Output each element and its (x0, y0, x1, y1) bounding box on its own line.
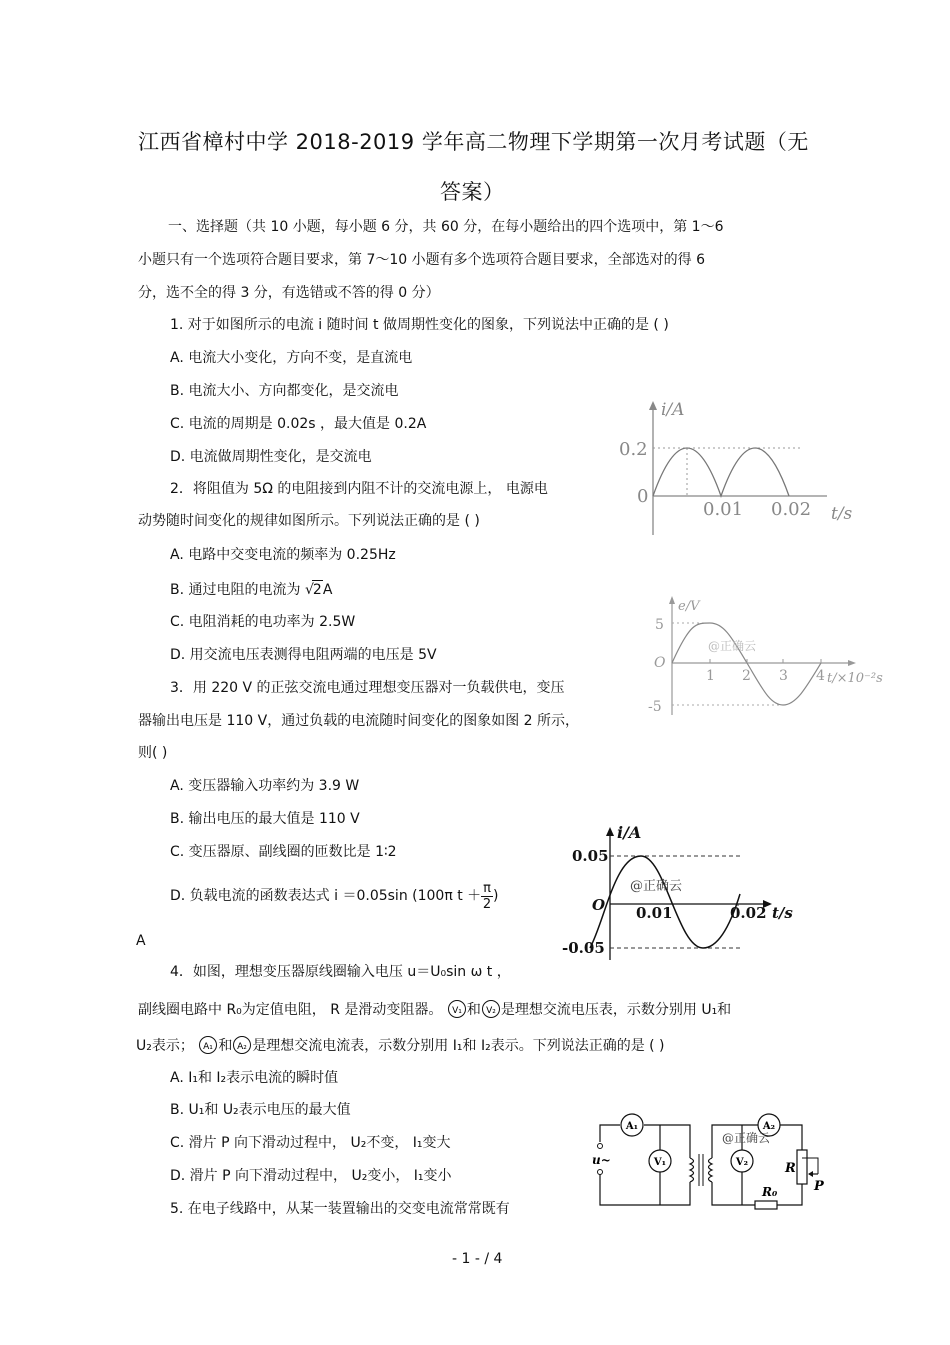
rheostat-icon (797, 1150, 807, 1184)
x-tick-label-2: 0.02 (771, 499, 812, 520)
q4-stem-line3-c: 是理想交流电流表，示数分别用 I₁和 I₂表示。下列说法正确的是 ( ) (252, 1038, 665, 1054)
voltmeter-v2-label: V₂ (735, 1157, 749, 1168)
x-tick-label-1: 0.01 (636, 904, 673, 922)
q4-option-c: C. 滑片 P 向下滑动过程中， U₂不变， I₁变大 (170, 1135, 451, 1151)
q3-option-a: A. 变压器输入功率约为 3.9 W (170, 778, 360, 794)
watermark: @正确云 (630, 879, 683, 894)
emf-sine-curve (672, 623, 821, 705)
figure-emf-sine (640, 590, 895, 720)
q4-stem-line3-b: 和 (218, 1038, 233, 1054)
q3-option-c: C. 变压器原、副线圈的匝数比是 1∶2 (170, 844, 397, 860)
ammeter-a2-label: A₂ (237, 1042, 248, 1052)
q4-stem-line2-b: 和 (466, 1002, 481, 1018)
q4-stem-line2 (138, 999, 731, 1019)
q2-option-b-unit: A (322, 582, 333, 598)
y-min-label: -5 (648, 699, 662, 715)
figure-transformer-circuit (590, 1110, 835, 1215)
q5-stem: 5. 在电子线路中，从某一装置输出的交变电流常常既有 (170, 1201, 510, 1217)
x-tick-label-3: 3 (779, 668, 788, 684)
q4-stem-line2-a: 副线圈电路中 R₀为定值电阻， R 是滑动变阻器。 (138, 1002, 443, 1018)
q3-option-b: B. 输出电压的最大值是 110 V (170, 811, 360, 827)
page-number: - 1 - / 4 (452, 1251, 503, 1267)
wire (600, 1174, 690, 1205)
section-instructions-line2: 小题只有一个选项符合题目要求，第 7～10 小题有多个选项符合题目要求，全部选对的得 6 (138, 252, 705, 268)
ammeter-a1-label: A₁ (625, 1121, 639, 1132)
y-max-label: 5 (655, 617, 664, 633)
fraction-denominator: 2 (482, 896, 492, 912)
resistor-r0-icon (755, 1201, 777, 1209)
x-tick-label-1: 0.01 (703, 499, 744, 520)
fraction (481, 881, 493, 912)
q1-option-c: C. 电流的周期是 0.02s ，最大值是 0.2A (170, 416, 427, 432)
q2-option-b (170, 580, 332, 599)
wire (777, 1184, 802, 1205)
resistor-r0-label: R₀ (762, 1185, 778, 1199)
primary-coil-icon (690, 1158, 694, 1182)
wire (712, 1182, 755, 1205)
q3-option-d-text: D. 负载电流的函数表达式 i ＝0.05sin (100π t ＋ (170, 888, 482, 904)
q2-option-d: D. 用交流电压表测得电阻两端的电压是 5V (170, 647, 437, 663)
q3-stem-line2: 器输出电压是 110 V，通过负载的电流随时间变化的图象如图 2 所示， (138, 713, 580, 729)
origin-label: O (654, 655, 666, 671)
x-tick-label-1: 1 (706, 668, 715, 684)
q2-option-b-text: B. 通过电阻的电流为 (170, 582, 305, 598)
y-max-label: 0.05 (572, 847, 609, 865)
page-title-continued: 答案） (440, 180, 505, 204)
secondary-coil-icon (709, 1158, 713, 1182)
ammeter-a2-icon (232, 1035, 252, 1055)
y-axis-arrow (606, 827, 614, 836)
y-axis-label: e/V (678, 599, 700, 614)
q4-option-a: A. I₁和 I₂表示电流的瞬时值 (170, 1070, 339, 1086)
q2-option-b-radicand: 2 (312, 582, 322, 598)
q4-stem-line3-a: U₂表示； (136, 1038, 194, 1054)
q4-stem-line1: 4．如图，理想变压器原线圈输入电压 u＝U₀sin ω t ， (170, 964, 511, 980)
q1-option-b: B. 电流大小、方向都变化，是交流电 (170, 383, 399, 399)
origin-label: 0 (637, 486, 649, 507)
x-tick-label-4: 4 (816, 668, 825, 684)
slider-arrow-icon (808, 1171, 813, 1177)
page-title: 江西省樟村中学 2018-2019 学年高二物理下学期第一次月考试题（无 (138, 130, 809, 154)
rectified-curve (653, 448, 789, 496)
wire (600, 1125, 620, 1142)
y-min-label: -0.05 (562, 939, 605, 957)
y-axis-label: i/A (617, 823, 642, 842)
q3-option-d-unit: A (136, 933, 146, 949)
slider-label: P (814, 1179, 824, 1194)
y-axis-arrow (669, 596, 675, 604)
y-axis-label: i/A (661, 400, 685, 420)
x-axis-label: t/s (831, 504, 853, 524)
q2-option-a: A. 电路中交变电流的频率为 0.25Hz (170, 547, 396, 563)
q2-stem-line1: 2．将阻值为 5Ω 的电阻接到内阻不计的交流电源上， 电源电 (170, 481, 548, 497)
q3-option-d-close: ) (492, 888, 499, 904)
voltmeter-v1-icon (447, 999, 467, 1019)
voltmeter-v1-label: V₁ (451, 1006, 462, 1016)
x-axis-label: t/s (772, 904, 793, 922)
terminal-icon (598, 1170, 603, 1175)
q3-stem-line1: 3．用 220 V 的正弦交流电通过理想变压器对一负载供电，变压 (170, 680, 565, 696)
source-label: u~ (592, 1153, 611, 1167)
terminal-icon (598, 1144, 603, 1149)
rheostat-label: R (785, 1161, 796, 1176)
q2-option-c: C. 电阻消耗的电功率为 2.5W (170, 614, 356, 630)
sqrt-symbol: √ (304, 582, 314, 598)
fraction-numerator: π (483, 880, 491, 896)
ammeter-a1-icon (198, 1035, 218, 1055)
q4-stem-line3 (136, 1035, 665, 1055)
section-instructions-line3: 分，选不全的得 3 分，有选错或不答的得 0 分） (138, 285, 440, 301)
section-instructions-line1: 一、选择题（共 10 小题，每小题 6 分，共 60 分，在每小题给出的四个选项中，第 1～6 (168, 219, 724, 235)
current-curve (590, 856, 740, 948)
y-axis-arrow (649, 401, 657, 410)
ammeter-a1-label: A₁ (203, 1042, 214, 1052)
x-axis-label: t/×10⁻²s (827, 671, 883, 686)
x-axis-arrow (848, 660, 856, 666)
figure-current-rectified (615, 395, 865, 540)
q2-stem-line2: 动势随时间变化的规律如图所示。下列说法正确的是 ( ) (138, 513, 480, 529)
figure-load-current (560, 820, 810, 965)
watermark: @正确云 (722, 1131, 771, 1145)
q1-option-d: D. 电流做周期性变化，是交流电 (170, 449, 372, 465)
q4-option-b: B. U₁和 U₂表示电压的最大值 (170, 1102, 351, 1118)
y-tick-label: 0.2 (619, 439, 648, 460)
q3-stem-line3: 则( ) (138, 745, 168, 761)
x-tick-label-2: 2 (742, 668, 751, 684)
origin-label: O (592, 896, 606, 914)
ammeter-a2-label: A₂ (762, 1121, 776, 1132)
x-tick-label-2: 0.02 (730, 904, 767, 922)
q1-option-a: A. 电流大小变化，方向不变，是直流电 (170, 350, 413, 366)
watermark: @正确云 (708, 639, 757, 653)
wire (780, 1125, 802, 1150)
voltmeter-v2-label: V₂ (485, 1006, 496, 1016)
q4-option-d: D. 滑片 P 向下滑动过程中， U₂变小， I₁变小 (170, 1168, 452, 1184)
q4-stem-line2-c: 是理想交流电压表，示数分别用 U₁和 (500, 1002, 732, 1018)
voltmeter-v2-icon (481, 999, 501, 1019)
voltmeter-v1-label: V₁ (653, 1157, 667, 1168)
q3-option-d (170, 878, 498, 914)
q1-stem: 1. 对于如图所示的电流 i 随时间 t 做周期性变化的图象，下列说法中正确的是 ( ) (170, 317, 669, 333)
